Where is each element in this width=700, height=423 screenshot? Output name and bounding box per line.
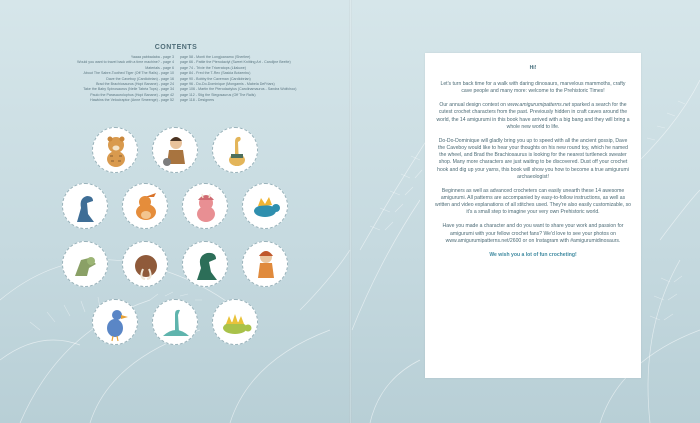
intro-paragraph: Let's turn back time for a walk with daring dinosaurs, marvelous mammoths, crafty cave people and many more: welcome to the Prehistoric Times! [440,81,626,95]
contents-title: CONTENTS [154,44,198,51]
intro-paragraph [435,102,631,131]
amigurumi-velociraptor-thumb[interactable] [62,183,108,229]
amigurumi-longneck-thumb[interactable] [152,299,198,345]
toc-item[interactable]: page 96 - Do-Do-Dominique (Mongamis - Mabela DeFriars) [180,82,275,87]
mammoth-figure-icon [123,242,169,288]
caveboy-figure-icon [153,128,199,174]
toc-item[interactable]: Materials - page 6 [145,65,174,70]
toc-item[interactable]: page 90 - Bobby the Caveman (Cardiobrian) [180,76,251,81]
trex-figure-icon [183,242,229,288]
amigurumi-cavegirl-thumb[interactable] [242,241,288,287]
toc-item[interactable]: page 58 - Monti the Longjoanamo (Sherilee) [180,55,251,59]
toc-item[interactable]: page 74 - Trixie the Triceratops (Lilaluwe) [180,65,246,70]
intro-text-fragment: Our annual design contest on [439,102,506,109]
amigurumi-trex-thumb[interactable] [182,241,228,287]
amigurumi-caveman-thumb[interactable] [62,241,108,287]
toc-item[interactable]: page 106 - Martin the Pterodactylus (Carolinamaurus - Sandra Wolfchoo) [180,87,297,92]
toc-item[interactable]: Yaaaa yabbadaba - page 3 [130,55,174,59]
toc-item[interactable]: page 84 - Fred the T-Rex (Saskia Botzenbu) [180,71,251,76]
spinosaurus-figure-icon [243,184,289,230]
intro-paragraph: Beginners as well as advanced crocheters can easily unearth these 14 awesome amigurumi. All patterns are accompanied by easy-to-follow instructions, as well as written and video explanations of all stitches used. They're also easily customizable, so it's a small step to imagine your very own Prehistoric world. [435,187,631,216]
parasaurolophus-figure-icon [123,184,169,230]
tiger-figure-icon [93,128,139,174]
intro-text-fragment: sparked a search for the cutest crochet characters from the past. Previously hidden in craft caves around the world, the 14 amigurumi in this book have arrived with a big bang and they will bring a whole new world to life. [436,102,630,130]
intro-card [425,53,641,378]
intro-paragraph: Have you made a character and do you want to share your work and passion for amigurumi with your fellow crochet fans? We'd love to see your photos on www.amigurumipatterns.net/2600 or on Instagram with #amigurumidinosaurs. [442,223,624,244]
toc-item[interactable]: Would you want to travel back with a time machine? - page 4 [77,60,174,65]
toc-item[interactable]: Brad the Brachiosaurus (Hopi Banane) - page 24 [96,82,174,87]
amigurumi-parasaurolophus-thumb[interactable] [122,183,168,229]
amigurumi-tiger-thumb[interactable] [92,127,138,173]
cavegirl-figure-icon [243,242,289,288]
toc-item[interactable]: Paulo the Parasaurolophus (Hopi Banane) - page 42 [90,92,174,97]
stegosaurus-figure-icon [213,300,259,346]
toc-item[interactable]: page 112 - Stig the Stegosaurus (Off The Rails) [180,92,256,97]
caveman-figure-icon [63,242,109,288]
triceratops-figure-icon [183,184,229,230]
intro-text [435,81,631,266]
amigurumi-spinosaurus-thumb[interactable] [242,183,288,229]
website-link[interactable]: www.amigurumipatterns.net [507,102,571,109]
toc-item[interactable]: Dave the Caveboy (Cardiobrian) - page 16 [106,76,174,81]
longneck-figure-icon [153,300,199,346]
toc-item[interactable]: Take the Baby Spinosaurus (Nelle Tabéa Tops) - page 34 [83,87,174,92]
amigurumi-mammoth-thumb[interactable] [122,241,168,287]
amigurumi-dodo-thumb[interactable] [92,299,138,345]
toc-item[interactable]: Hawkins the Velociraptor (Anne Smeenge) - page 52 [90,98,174,103]
closing-line: We wish you a lot of fun crocheting! [489,251,577,258]
amigurumi-brachiosaurus-thumb[interactable] [212,127,258,173]
amigurumi-stegosaurus-thumb[interactable] [212,299,258,345]
intro-greeting: Hi! [529,65,537,71]
toc-item[interactable]: About The Sabre-Toothed Tiger (Off The Rails) - page 10 [83,71,174,76]
toc-item[interactable]: page 66 - Pattie the Pterodactyl (Sweet Knitting Art - Carolijne Beelte) [180,60,291,65]
dodo-figure-icon [93,300,139,346]
velociraptor-figure-icon [63,184,109,230]
amigurumi-triceratops-thumb[interactable] [182,183,228,229]
toc-item[interactable]: page 118 - Designers [180,98,215,103]
amigurumi-caveboy-thumb[interactable] [152,127,198,173]
intro-paragraph: Do-Do-Dominique will gladly bring you up to speed with all the ancient gossip, Dave the Caveboy would like to hear your thoughts on his new round toy, which he named the wheel, and Brad the Brachiosaurus is looking for the nearest turtleneck sweater shop. Many more characters are just waiting to be discovered. Dust off your crochet hook and dig up your yarns, this book will show you how to become a true amigurumi archaeologist! [437,137,629,180]
brachiosaurus-figure-icon [213,128,259,174]
